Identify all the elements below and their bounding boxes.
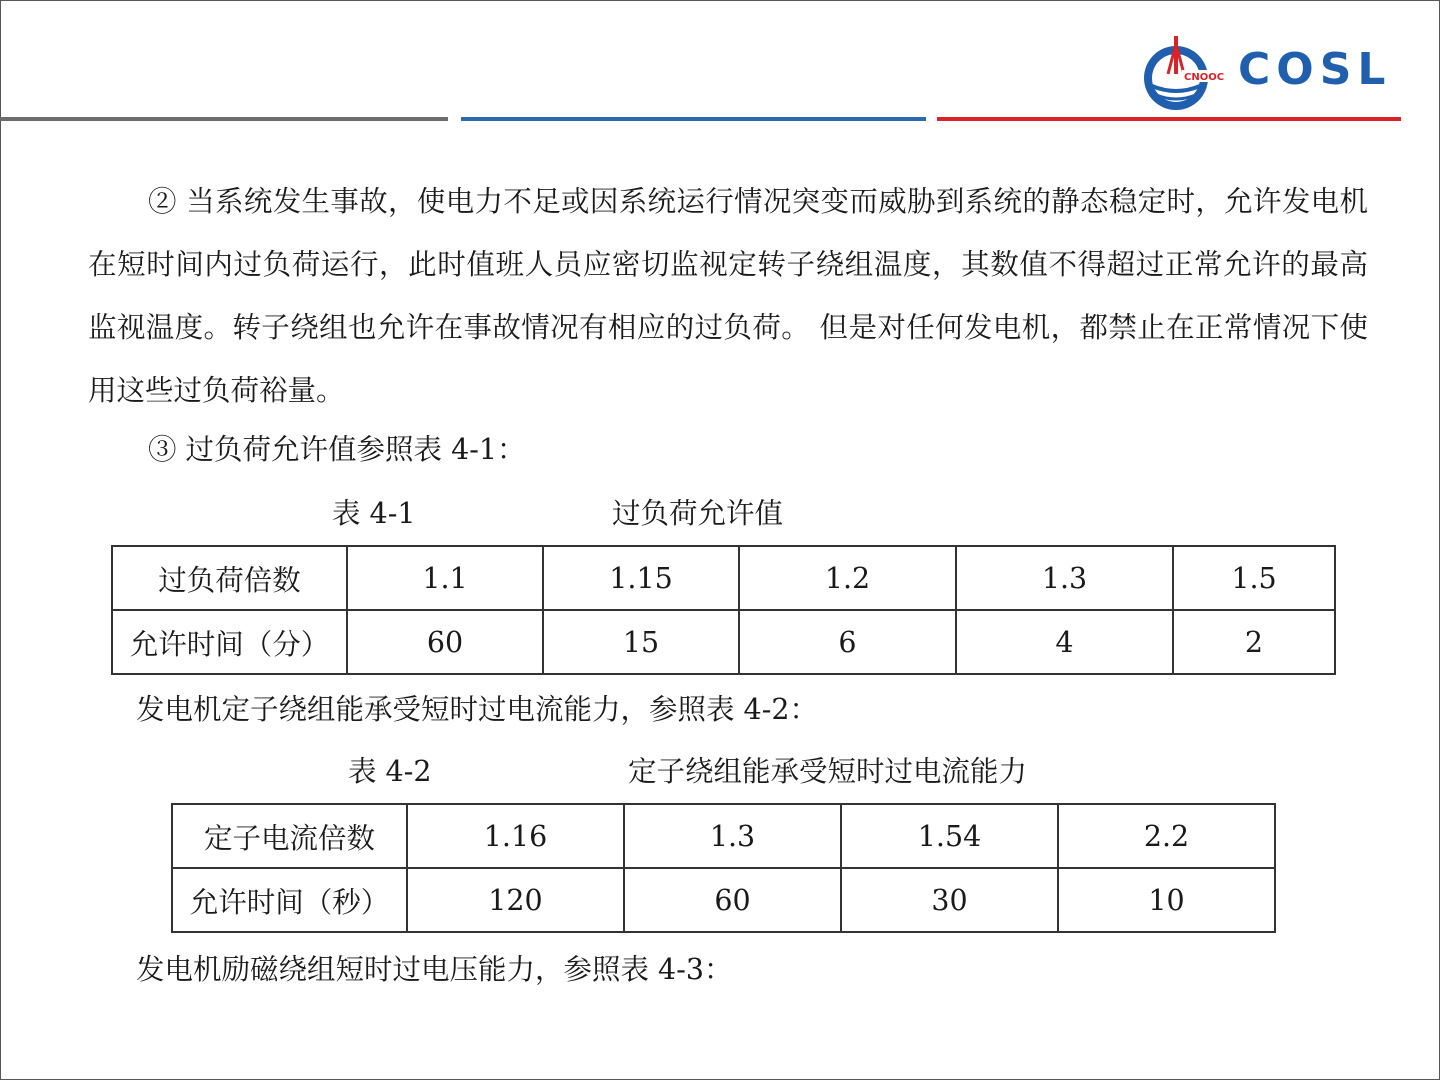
paragraph-stator-overcurrent: 发电机定子绕组能承受短时过电流能力，参照表 4-2： bbox=[136, 693, 818, 726]
table2-caption-title: 定子绕组能承受短时过电流能力 bbox=[628, 755, 1028, 788]
table-cell: 10 bbox=[1058, 868, 1275, 932]
header-rule-red bbox=[937, 117, 1401, 121]
paragraph-accident-overload: ② 当系统发生事故，使电力不足或因系统运行情况突变而威胁到系统的静态稳定时，允许发电机在短时间内过负荷运行，此时值班人员应密切监视定转子绕组温度，其数值不得超过正常允许的最高监视温度。转子绕组也允许在事故情况有相应的过负荷。 但是对任何发电机，都禁止在正常情况下使用这些过负荷裕量。 bbox=[88, 185, 1368, 407]
table-cell: 1.3 bbox=[624, 804, 841, 868]
table-cell: 定子电流倍数 bbox=[172, 804, 407, 868]
table-cell: 1.3 bbox=[956, 546, 1173, 610]
table-cell: 1.16 bbox=[407, 804, 624, 868]
table-cell: 1.5 bbox=[1173, 546, 1335, 610]
table1-caption-number: 表 4-1 bbox=[332, 497, 416, 530]
paragraph-excitation-overvoltage: 发电机励磁绕组短时过电压能力，参照表 4-3： bbox=[136, 953, 733, 986]
cnooc-emblem-icon bbox=[1132, 30, 1232, 112]
table-cell: 120 bbox=[407, 868, 624, 932]
table-row bbox=[172, 868, 1275, 932]
logo-wordmark: COSL bbox=[1238, 44, 1392, 95]
table-cell: 2.2 bbox=[1058, 804, 1275, 868]
table-row bbox=[112, 546, 1335, 610]
table-cell: 1.15 bbox=[543, 546, 739, 610]
table-cell: 30 bbox=[841, 868, 1058, 932]
table-cell: 过负荷倍数 bbox=[112, 546, 347, 610]
header-rule-blue bbox=[461, 117, 926, 121]
table-cell: 2 bbox=[1173, 610, 1335, 674]
cosl-logo bbox=[1132, 30, 1402, 112]
table-cell: 4 bbox=[956, 610, 1173, 674]
paragraph-overload-values: ③ 过负荷允许值参照表 4-1： bbox=[148, 433, 526, 466]
table-cell: 15 bbox=[543, 610, 739, 674]
table2-caption-number: 表 4-2 bbox=[348, 755, 432, 788]
svg-text:CNOOC: CNOOC bbox=[1184, 72, 1225, 83]
table-cell: 60 bbox=[624, 868, 841, 932]
table-cell: 1.1 bbox=[347, 546, 543, 610]
table-cell: 允许时间（秒） bbox=[172, 868, 407, 932]
table-overload-allowance bbox=[111, 545, 1336, 675]
table-cell: 1.2 bbox=[739, 546, 956, 610]
table-row bbox=[172, 804, 1275, 868]
table-row bbox=[112, 610, 1335, 674]
table-cell: 6 bbox=[739, 610, 956, 674]
table-cell: 1.54 bbox=[841, 804, 1058, 868]
table-stator-overcurrent bbox=[171, 803, 1276, 933]
table-cell: 60 bbox=[347, 610, 543, 674]
header-rule-gray bbox=[0, 117, 448, 121]
table-cell: 允许时间（分） bbox=[112, 610, 347, 674]
table1-caption-title: 过负荷允许值 bbox=[612, 497, 784, 530]
